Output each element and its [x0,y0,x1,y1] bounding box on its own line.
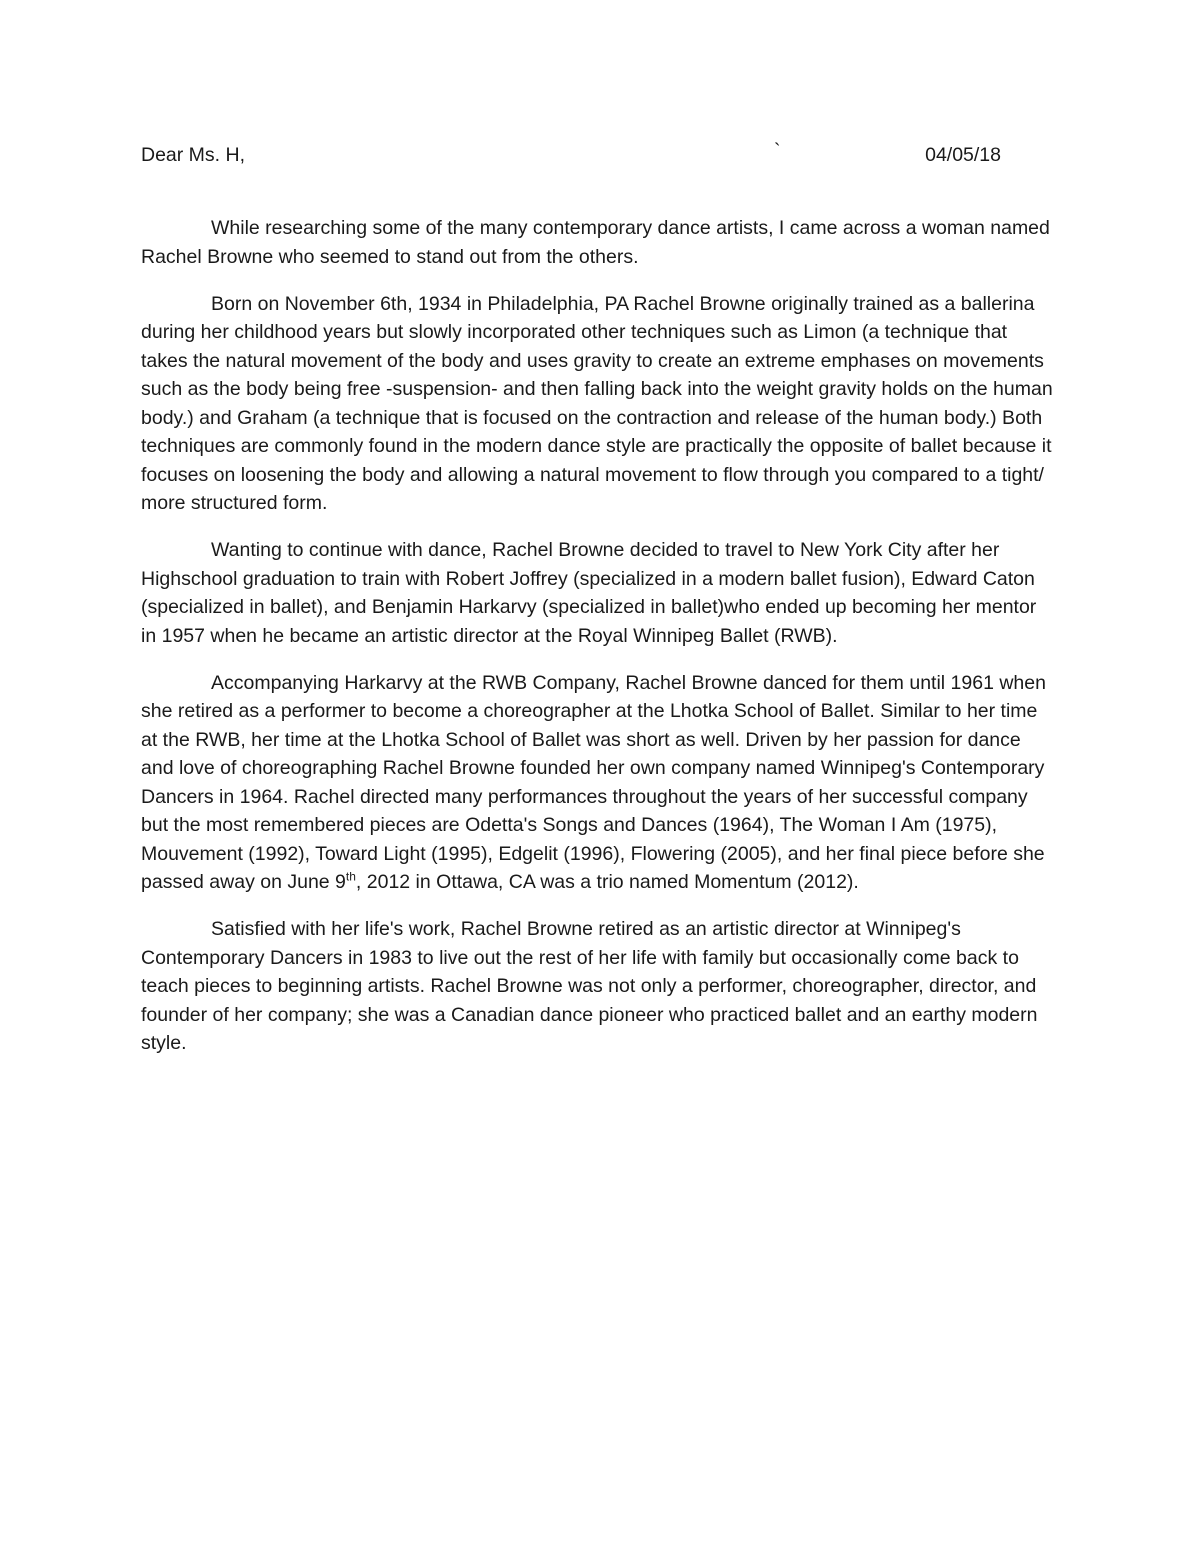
paragraph-new-york: Wanting to continue with dance, Rachel Browne decided to travel to New York City after her Highschool graduation to train with Robert Joffrey (specialized in a modern ballet fusion), Edward Caton (specialized in ballet), and Benjamin Harkarvy (specialized in ballet)who ended up becoming her mentor in 1957 when he became an artistic director at the Royal Winnipeg Ballet (RWB). [141,539,1037,647]
paragraph-career [141,669,1056,897]
stray-tick-mark: ` [774,140,781,162]
letter-header [141,140,1001,170]
paragraph-early-life: Born on November 6th, 1934 in Philadelphia, PA Rachel Browne originally trained as a ballerina during her childhood years but slowly incorporated other techniques such as Limon (a technique that takes the natural movement of the body and uses gravity to create an extreme emphases on movements such as the body being free -suspension- and then falling back into the weight gravity holds on the human body.) and Graham (a technique that is focused on the contraction and release of the human body.) Both techniques are commonly found in the modern dance style are practically the opposite of ballet because it focuses on loosening the body and allowing a natural movement to flow through you compared to a tight/ more structured form. [141,292,1053,514]
paragraph-career-part1: Accompanying Harkarvy at the RWB Company, Rachel Browne danced for them until 1961 when she retired as a performer to become a choreographer at the Lhotka School of Ballet. Similar to her time at the RWB, her time at the Lhotka School of Ballet was short as well. Driven by her passion for dance and love of choreographing Rachel Browne founded her own company named Winnipeg's Contemporary Dancers in 1964. Rachel directed many performances throughout the years of her successful company but the most remembered pieces are Odetta's Songs and Dances (1964), The Woman I Am (1975), Mouvement (1992), Toward Light (1995), Edgelit (1996), Flowering (2005), and her final piece before she passed away on June 9 [141,671,1046,893]
paragraph-career-part2: , 2012 in Ottawa, CA was a trio named Momentum (2012). [355,871,859,893]
letter-body [141,214,1056,1076]
salutation: Dear Ms. H, [141,144,246,166]
ordinal-suffix: th [345,869,356,884]
letter-date: 04/05/18 [925,144,1001,166]
paragraph-retirement: Satisfied with her life's work, Rachel Browne retired as an artistic director at Winnipeg's Contemporary Dancers in 1983 to live out the rest of her life with family but occasionally come back to teach pieces to beginning artists. Rachel Browne was not only a performer, choreographer, director, and founder of her company; she was a Canadian dance pioneer who practiced ballet and an earthy modern style. [141,918,1038,1054]
paragraph-intro: While researching some of the many contemporary dance artists, I came across a woman named Rachel Browne who seemed to stand out from the others. [141,217,1050,268]
